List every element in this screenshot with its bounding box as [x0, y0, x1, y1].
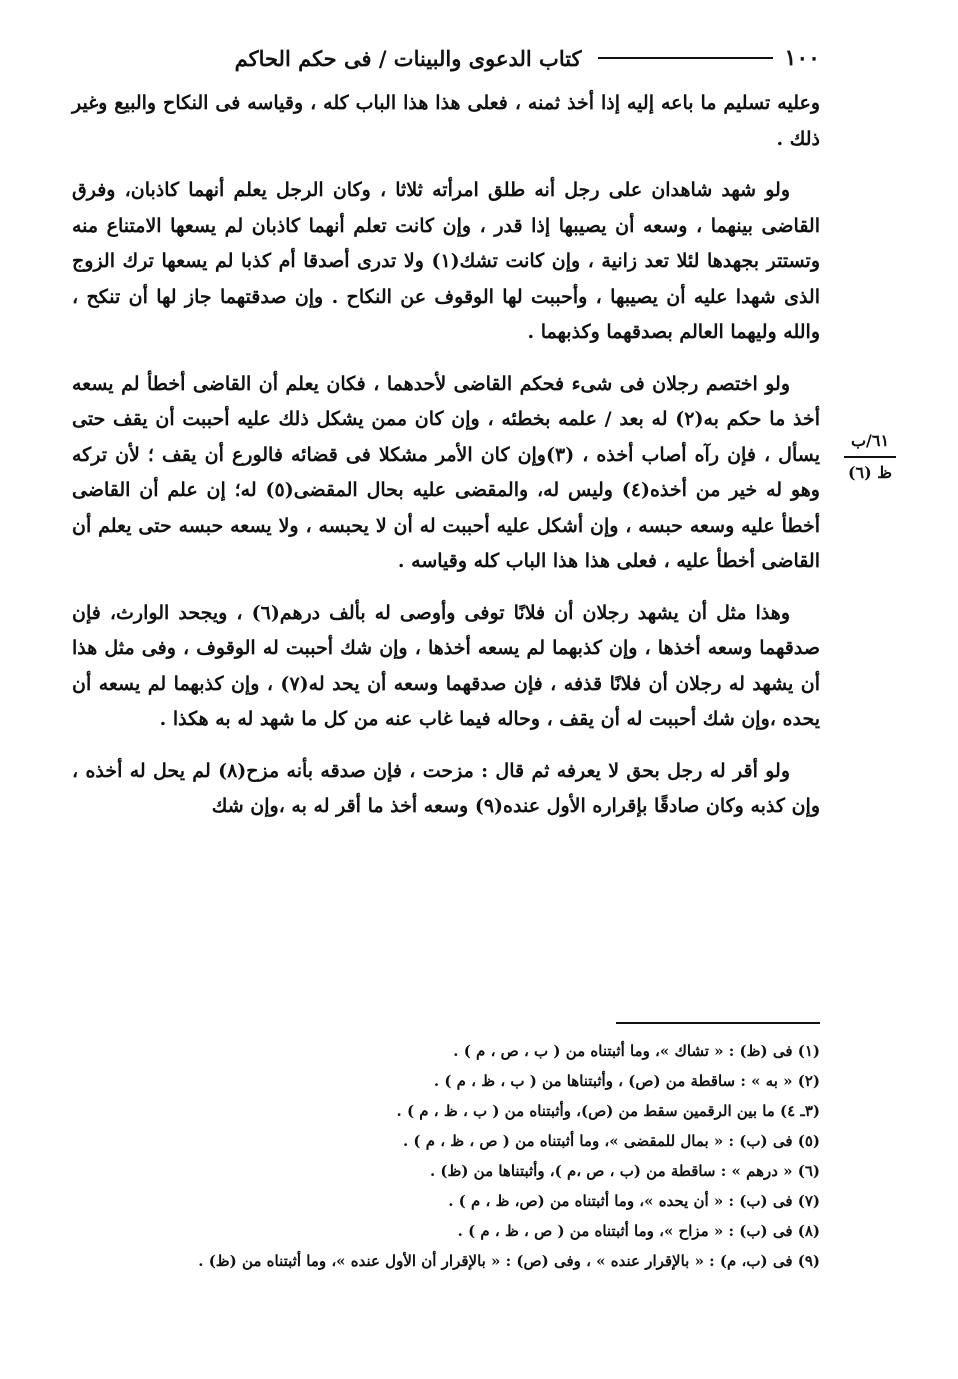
margin-note-divider — [844, 456, 896, 458]
manuscript-margin-note — [840, 430, 900, 484]
footnote: (٦) « درهم » : ساقطة من (ب ، ص ،م )، وأثبتناها من (ظ) . — [429, 1162, 820, 1180]
page-number: ١٠٠ — [784, 45, 820, 71]
footnote: (١) فى (ظ) : « تشاك »، وما أثبتناه من ( ب ، ص ، م ) . — [453, 1042, 820, 1060]
footnotes — [72, 1036, 820, 1276]
header-rule — [598, 57, 773, 59]
folio-reference: ٦١/ب — [850, 431, 890, 450]
running-header — [72, 38, 820, 78]
manuscript-reference: ظ (٦) — [847, 463, 893, 482]
paragraph: ولو أقر له رجل بحق لا يعرفه ثم قال : مزحت ، فإن صدقه بأنه مزح(٨) لم يحل له أخذه ، وإن كذبه وكان صادقًا بإقراره الأول عنده(٩) وسعه أخذ ما أقر له به ،وإن شك — [72, 759, 820, 817]
footnote: (٧) فى (ب) : « أن يحده »، وما أثبتناه من (ص، ظ ، م ) . — [448, 1192, 820, 1210]
paragraph: ولو شهد شاهدان على رجل أنه طلق امرأته ثلاثا ، وكان الرجل يعلم أنهما كاذبان، وفرق القاضى بينهما ، وسعه أن يصيبها إذا قدر ، وإن كانت تعلم أنهما كاذبان لم يسعها الامتناع منه وتستتر بجهدها لئلا تعد زانية ، وإن كانت تشك(١) ولا تدرى أصدقا أم كذبا لم يسعها ترك الزوج الذى شهدا عليه أن يصيبها ، وأحببت لها الوقوف عن النكاح . وإن صدقتهما جاز لها أن تنكح ، والله وليهما العالم بصدقهما وكذبهما . — [72, 179, 820, 343]
paragraph: ولو اختصم رجلان فى شىء فحكم القاضى لأحدهما ، فكان يعلم أن القاضى أخطأ لم يسعه أخذ ما حكم به(٢) له بعد / علمه بخطئه ، وإن كان ممن يشكل ذلك عليه أحببت أن يقف حتى يسأل ، فإن رآه أصاب أخذه ، (٣)وإن كان الأمر مشكلا فى قضائه فالورع أن يقف ؛ لأن تركه وهو له خير من أخذه(٤) وليس له، والمقضى عليه بحال المقضى(٥) له؛ إن علم أن القاضى أخطأ عليه وسعه حبسه ، وإن أشكل عليه أحببت له أن لا يحبسه ، ولا يسعه حبسه حتى يعلم أن القاضى أخطأ عليه ، فعلى هذا هذا الباب كله وقياسه . — [72, 372, 820, 572]
footnote: (٩) فى (ب، م) : « بالإقرار عنده » ، وفى (ص) : « بالإقرار أن الأول عنده »، وما أثبتناه من (ظ) . — [198, 1252, 820, 1270]
footnote: (٥) فى (ب) : « بمال للمقضى »، وما أثبتناه من ( ص ، ظ ، م ) . — [402, 1132, 820, 1150]
running-title: كتاب الدعوى والبينات / فى حكم الحاكم — [234, 45, 582, 71]
main-text — [72, 86, 820, 841]
footnote: (٨) فى (ب) : « مزاح »، وما أثبتناه من ( ص ، ظ ، م ) . — [457, 1222, 820, 1240]
paragraph: وعليه تسليم ما باعه إليه إذا أخذ ثمنه ، فعلى هذا هذا الباب كله ، وقياسه فى النكاح والبيع وغير ذلك . — [72, 92, 820, 150]
footnote: (٣ـ ٤) ما بين الرقمين سقط من (ص)، وأثبتناه من ( ب ، ظ ، م ) . — [396, 1102, 820, 1120]
footnote-separator — [616, 1022, 820, 1024]
footnote: (٢) « به » : ساقطة من (ص) ، وأثبتناها من ( ب ، ظ ، م ) . — [433, 1072, 820, 1090]
paragraph: وهذا مثل أن يشهد رجلان أن فلانًا توفى وأوصى له بألف درهم(٦) ، ويجحد الوارث، فإن صدقهما وسعه أخذها ، وإن كذبهما لم يسعه أخذها ، وإن شك أحببت له الوقوف ، وفى مثل هذا أن يشهد له رجلان أن فلانًا قذفه ، فإن صدقهما وسعه أن يحد له(٧) ، وإن كذبهما لم يسعه أن يحده ،وإن شك أحببت له أن يقف ، وحاله فيما غاب عنه من كل ما شهد له به هكذا . — [72, 601, 821, 730]
